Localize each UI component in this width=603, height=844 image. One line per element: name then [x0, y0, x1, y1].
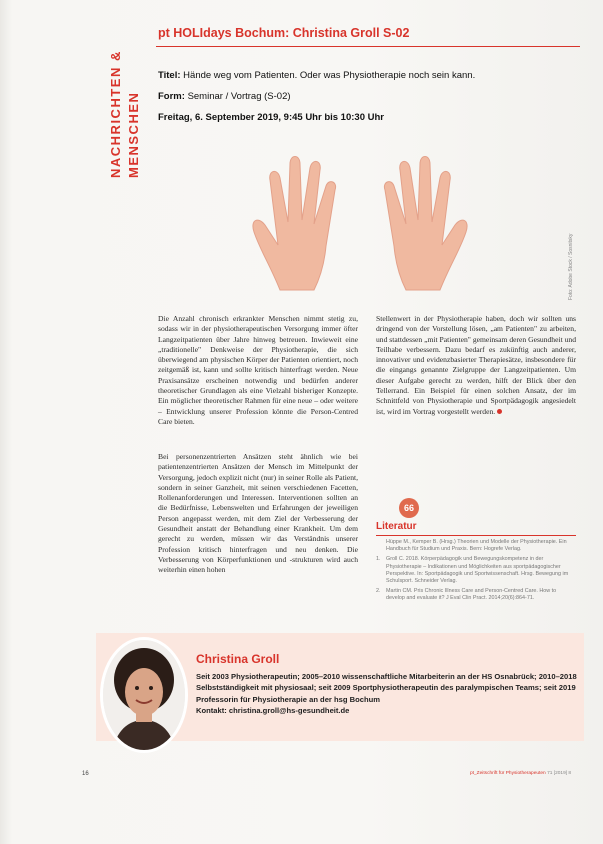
- magazine-issue: 71 [2019] 8: [547, 771, 572, 776]
- section-label: [108, 18, 158, 178]
- article-column-1-lower: [158, 452, 358, 582]
- list-item: [376, 588, 576, 602]
- list-item-text: Groll C. 2018. Körperpädagogik und Bewegungskompetenz in der Physiotherapie – Indikationen und Möglichkeiten aus sportpädagogischer Perspektive. In: Sportpädagogik und Sportwissenschaft. Hrsg. Bewegung im Schulsport. Schneider Verlag.: [386, 556, 569, 585]
- list-item-number: 2.: [376, 588, 381, 595]
- titel-value: Hände weg vom Patienten. Oder was Physiotherapie noch sein kann.: [183, 70, 476, 81]
- event-form: [158, 91, 291, 102]
- author-portrait-image: [103, 640, 185, 750]
- author-bio-text: Seit 2003 Physiotherapeutin; 2005–2010 wissenschaftliche Mitarbeiterin an der HS Osnabrück; 2010–2018 Selbstständigkeit mit physiosaal; seit 2009 Sportphysiotherapeutin des paralympischen Teams; seit 2019 Professorin für Physiotherapie an der hsg Bochum: [196, 672, 577, 704]
- list-item-number: 1.: [376, 556, 381, 563]
- article-column-1: [158, 314, 358, 433]
- article-paragraph-1: Die Anzahl chronisch erkrankter Menschen nimmt stetig zu, sodass wir in der physiotherapeutischen Versorgung immer öfter Langzeitpatienten über Jahre hinweg betreuen. Inwieweit eine „traditionelle" Denkweise der Physiotherapie, die sich überwiegend am physischen Körper der Patienten orientiert, noch zeitgemäß ist, kann und sollte kritisch hinterfragt werden. Neue Praxisansätze erscheinen notwendig und bedürfen anderer theoretischer Grundlagen als eine Vielzahl bisheriger Konzepte. Ein möglicher theoretischer Rahmen für eine neue – oder weitere – Entwicklung unserer Profession könnte die Person-Centred Care bieten.: [158, 314, 358, 426]
- page-number: 16: [82, 771, 89, 777]
- contact-label: Kontakt:: [196, 706, 227, 716]
- article-column-2: [376, 314, 576, 423]
- divider: [376, 535, 576, 536]
- form-label: Form:: [158, 91, 185, 102]
- photo-credit: Foto: Adobe Stock / Sosnitsky: [568, 233, 574, 300]
- hands-photo: [240, 150, 480, 300]
- contact-email[interactable]: christina.groll@hs-gesundheit.de: [228, 706, 350, 716]
- quote-icon: 66: [399, 498, 419, 518]
- list-item-text: Martin CM. Pris Chronic Illness Care and Person-Centred Care. How to develop and evaluate it? J Eval Clin Pract. 2014;20(6):864-71.: [386, 588, 557, 602]
- event-date: [158, 112, 384, 123]
- event-date-text: Freitag, 6. September 2019, 9:45 Uhr bis 10:30 Uhr: [158, 112, 384, 123]
- form-value: Seminar / Vortrag (S-02): [187, 91, 291, 102]
- section-label-line2: MENSCHEN: [126, 91, 141, 178]
- article-paragraph-3-text: Stellenwert in der Physiotherapie haben, doch wir sollten uns dringend von der Vorstellung lösen, „am Patienten" zu arbeiten, und stattdessen „mit Patienten" gemeinsam deren Gesundheit und Teilhabe verbessern. Dazu bedarf es zukünftig auch anderer, innovativer und evidenzbasierter Therapiesätze, insbesondere für die eingangs genannte Zielgruppe der Langzeitpatienten. Um dieser Aufgabe gerecht zu werden, hilft der Blick über den Tellerrand. Ein Beispiel für einen solchen Ansatz, der im Schnittfeld von Physiotherapie und Sportpädagogik angesiedelt ist, wird im Vortrag vorgestellt werden.: [376, 314, 576, 416]
- end-mark-icon: [497, 409, 502, 414]
- magazine-name: pt_Zeitschrift für Physiotherapeuten: [470, 771, 546, 776]
- list-item: [376, 539, 576, 553]
- literature-heading: Literatur: [376, 521, 417, 532]
- divider: [156, 46, 580, 47]
- list-item-text: Hüppe M., Kemper B. (Hrsg.) Theorien und Modelle der Physiotherapie. Ein Handbuch für Studium und Praxis. Bern: Hogrefe Verlag.: [386, 539, 567, 553]
- literature-list: [376, 539, 576, 606]
- author-bio: [196, 671, 580, 717]
- section-label-line1: NACHRICHTEN &: [108, 50, 123, 178]
- author-photo: [100, 637, 188, 753]
- page-title: pt HOLIdays Bochum: Christina Groll S-02: [158, 26, 410, 40]
- list-item: [376, 556, 576, 585]
- event-title: [158, 70, 475, 81]
- right-hand-image: [384, 157, 467, 291]
- magazine-footer: [470, 771, 571, 776]
- author-name: Christina Groll: [196, 652, 280, 666]
- titel-label: Titel:: [158, 70, 181, 81]
- article-paragraph-2: Bei personenzentrierten Ansätzen steht ähnlich wie bei patientenzentrierten Ansätzen der Mensch im Mittelpunkt der Versorgung, jedoch explizit nicht (nur) in seiner Rolle als Patient, sondern in seiner Ganzheit, mit seinen verschiedenen Facetten, Rollenanforderungen und Interessen. Interventionen sollten an die Bedürfnisse, Lebenswelten und Erfahrungen der jeweiligen Person angepasst werden, mit dem Ziel der Verbesserung der Gesundheit anstatt der Behandlung einer Krankheit. Um dem gerecht zu werden, müssen wir das Verständnis unserer Profession kritisch hinterfragen und neu denken. Die Verbesserung von Körperfunktionen und -strukturen wird auch weiterhin einen hohen: [158, 452, 358, 575]
- left-hand-image: [253, 157, 336, 291]
- article-paragraph-3: [376, 314, 576, 417]
